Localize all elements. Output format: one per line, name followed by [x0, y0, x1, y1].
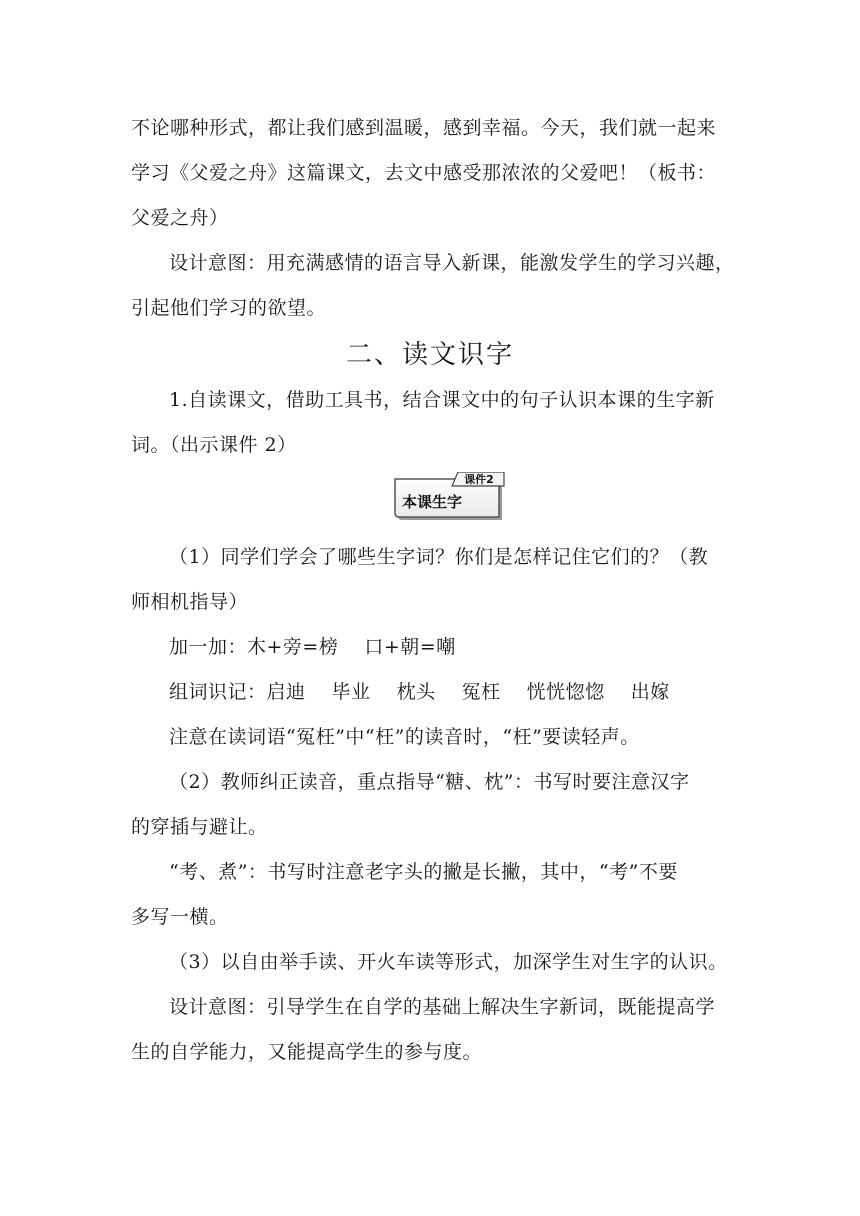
paragraph-line: 生的自学能力，又能提高学生的参与度。 — [131, 1041, 483, 1063]
badge-title-text: 本课生字 — [402, 493, 463, 511]
paragraph-line: 加一加：木+旁=榜 口+朝=嘲 — [169, 636, 456, 658]
paragraph-line: 1.自读课文，借助工具书，结合课文中的句子认识本课的生字新 — [169, 389, 715, 411]
paragraph-line: “考、煮”：书写时注意老字头的撇是长撇，其中，“考”不要 — [169, 861, 678, 883]
paragraph-line: 多写一横。 — [131, 906, 229, 928]
section-heading: 二、读文识字 — [345, 340, 514, 370]
paragraph-line: 学习《父爱之舟》这篇课文，去文中感受那浓浓的父爱吧！（板书： — [131, 162, 717, 184]
badge-tag-text: 课件2 — [464, 473, 494, 486]
paragraph-line: 引起他们学习的欲望。 — [131, 297, 327, 319]
paragraph-line: 设计意图：引导学生在自学的基础上解决生字新词，既能提高学 — [169, 996, 716, 1018]
paragraph-line: （2）教师纠正读音，重点指导“糖、枕”：书写时要注意汉字 — [169, 771, 690, 793]
paragraph-line: 的穿插与避让。 — [131, 816, 268, 838]
paragraph-line: 注意在读词语“冤枉”中“枉”的读音时，“枉”要读轻声。 — [169, 726, 640, 748]
paragraph-line: 组词识记：启迪 毕业 枕头 冤枉 恍恍惚惚 出嫁 — [169, 681, 670, 703]
courseware-badge-graphic — [392, 472, 506, 522]
paragraph-line: （1）同学们学会了哪些生字词？你们是怎样记住它们的？（教 — [169, 546, 709, 568]
paragraph-line: 师相机指导） — [131, 591, 249, 613]
paragraph-line: 不论哪种形式，都让我们感到温暖，感到幸福。今天，我们就一起来 — [131, 117, 717, 139]
paragraph-line: 词。（出示课件 2） — [131, 434, 297, 456]
courseware-badge — [392, 472, 506, 522]
paragraph-line: （3）以自由举手读、开火车读等形式，加深学生对生字的认识。 — [169, 951, 728, 973]
paragraph-line: 设计意图：用充满感情的语言导入新课，能激发学生的学习兴趣， — [169, 252, 735, 274]
paragraph-line: 父爱之舟） — [131, 207, 229, 229]
